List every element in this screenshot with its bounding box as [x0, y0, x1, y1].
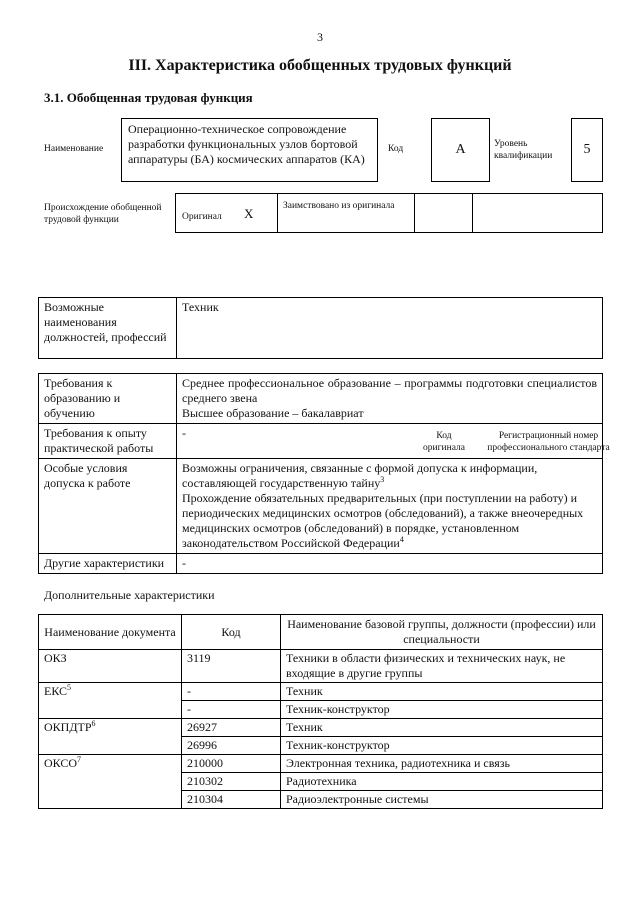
conditions-line-1: Возможны ограничения, связанные с формой допуска к информации, составляющей государственную тайну — [182, 461, 538, 490]
code-cell: 26996 — [182, 737, 281, 755]
table-row — [39, 650, 603, 683]
positions-value: Техник — [177, 298, 603, 359]
extra-characteristics-table — [38, 614, 603, 809]
code-cell: 3119 — [182, 650, 281, 683]
doc-cell — [39, 683, 182, 719]
header-name: Наименование базовой группы, должности (профессии) или специальности — [281, 615, 603, 650]
code-cell: - — [182, 701, 281, 719]
experience-value: - — [177, 424, 603, 459]
header-code: Код — [182, 615, 281, 650]
table-row — [39, 683, 603, 701]
doc-cell: ОКЗ — [39, 650, 182, 683]
table-row — [39, 459, 603, 554]
origin-label: Происхождение обобщенной трудовой функции — [44, 203, 162, 225]
extra-characteristics-title: Дополнительные характеристики — [44, 588, 215, 602]
conditions-value — [177, 459, 603, 554]
origin-cell-code — [415, 194, 473, 232]
name-cell: Электронная техника, радиотехника и связь — [281, 755, 603, 773]
page-number: 3 — [317, 30, 323, 44]
name-cell: Техник — [281, 683, 603, 701]
code-cell: - — [182, 683, 281, 701]
conditions-line-2: Прохождение обязательных предварительных (при поступлении на работу) и периодических медицинских осмотров (обследований), а также внеочередных медицинских осмотров (обследований) в порядке, установленном законодательством Российской Федерации — [182, 491, 584, 550]
conditions-label: Особые условия допуска к работе — [39, 459, 177, 554]
table-row — [39, 424, 603, 459]
doc-name: ОКПДТР — [44, 720, 92, 734]
table-header-row — [39, 615, 603, 650]
section-title: III. Характеристика обобщенных трудовых функций — [128, 57, 512, 74]
code-cell: 210302 — [182, 773, 281, 791]
borrowed-label: Заимствовано из оригинала — [283, 201, 395, 211]
footnote-ref: 5 — [67, 683, 72, 692]
qualification-level-field: 5 — [571, 118, 603, 182]
footnote-ref: 3 — [380, 475, 385, 484]
function-name-field: Операционно-техническое сопровождение разработки функциональных узлов бортовой аппаратуры (БА) космических аппаратов (КА) — [121, 118, 378, 182]
education-value — [177, 374, 603, 424]
table-row — [39, 719, 603, 737]
table-row — [39, 554, 603, 574]
code-cell: 210304 — [182, 791, 281, 809]
code-label: Код — [388, 144, 404, 154]
registration-number-label: Регистрационный номер профессионального стандарта — [487, 431, 610, 453]
other-label: Другие характеристики — [39, 554, 177, 574]
level-label-line2: квалификации — [494, 151, 553, 161]
name-label: Наименование — [44, 144, 104, 154]
subsection-title: 3.1. Обобщенная трудовая функция — [44, 90, 253, 105]
requirements-table — [38, 373, 603, 574]
positions-table — [38, 297, 603, 359]
code-original-label: Код оригинала — [423, 431, 465, 453]
level-label-line1: Уровень — [494, 139, 528, 149]
name-cell: Радиотехника — [281, 773, 603, 791]
name-cell: Техник-конструктор — [281, 701, 603, 719]
doc-cell — [39, 719, 182, 755]
experience-label: Требования к опыту практической работы — [39, 424, 177, 459]
original-mark: X — [244, 206, 254, 221]
code-cell: 210000 — [182, 755, 281, 773]
table-row — [39, 755, 603, 773]
qualification-level-label — [494, 138, 552, 162]
other-value: - — [177, 554, 603, 574]
code-cell: 26927 — [182, 719, 281, 737]
education-line-2: Высшее образование – бакалавриат — [182, 406, 364, 420]
table-row — [39, 298, 603, 359]
name-cell: Техник — [281, 719, 603, 737]
positions-label: Возможные наименования должностей, профессий — [39, 298, 177, 359]
name-cell: Техник-конструктор — [281, 737, 603, 755]
name-cell: Техники в области физических и технических наук, не входящие в другие группы — [281, 650, 603, 683]
doc-cell — [39, 755, 182, 809]
footnote-ref: 6 — [91, 719, 96, 728]
doc-name: ОКСО — [44, 756, 78, 770]
header-doc: Наименование документа — [39, 615, 182, 650]
table-row — [39, 374, 603, 424]
name-cell: Радиоэлектронные системы — [281, 791, 603, 809]
doc-name: ЕКС — [44, 684, 68, 698]
footnote-ref: 7 — [77, 755, 82, 764]
original-label: Оригинал — [182, 212, 222, 222]
education-line-1: Среднее профессиональное образование – программы подготовки специалистов среднего звена — [182, 376, 597, 405]
footnote-ref: 4 — [399, 535, 404, 544]
code-field: А — [431, 118, 490, 182]
education-label: Требования к образованию и обучению — [39, 374, 177, 424]
